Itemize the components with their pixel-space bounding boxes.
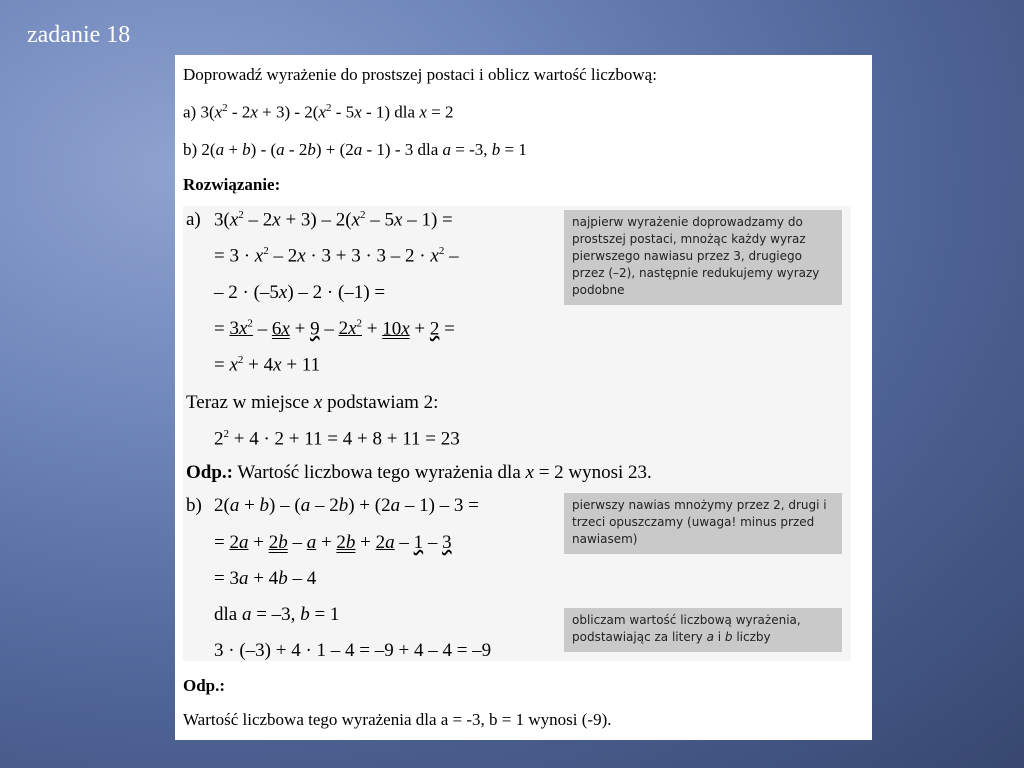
solution-b-line-3: = 3a + 4b – 4 <box>214 568 317 589</box>
document-page <box>175 55 872 740</box>
answer-a-label: Odp.: <box>186 462 233 483</box>
solution-a-label: a) <box>186 209 201 230</box>
solution-b-label: b) <box>186 495 202 516</box>
task-instruction: Doprowadź wyrażenie do prostszej postaci i oblicz wartość liczbową: <box>183 65 657 84</box>
calculation-a: $2^2 + 4 \cdot 2 + 11 = 4 + 8 + 11 = 23$ <box>214 428 460 450</box>
solution-b-line-4: dla a = –3, b = 1 <box>214 604 340 625</box>
note-a: najpierw wyrażenie doprowadzamy do prostszej postaci, mnożąc każdy wyraz pierwszego nawiasu przez 3, drugiego przez (–2), następnie redukujemy wyrazy podobne <box>564 210 842 305</box>
solution-a-line-5: = $x^2 + 4x + 11$ <box>214 354 321 376</box>
solution-a-line-1: $3(x^2 - 2x + 3) - 2(x^2 - 5x - 1)$ = <box>214 209 453 231</box>
solution-a-line-4: = $3x^2 - 6x + 9 - 2x^2 + 10x + 2$ = <box>214 318 455 340</box>
answer-a: Odp.: Wartość liczbowa tego wyrażenia dla x = 2 wynosi 23. <box>186 462 652 483</box>
note-b2: obliczam wartość liczbową wyrażenia, podstawiając za litery a i b liczby <box>564 608 842 652</box>
task-b: b) 2(a + b) - (a - 2b) + (2a - 1) - 3 dla a = -3, b = 1 <box>183 140 527 159</box>
note-b1: pierwszy nawias mnożymy przez 2, drugi i trzeci opuszczamy (uwaga! minus przed nawiasem) <box>564 493 842 554</box>
slide-title: zadanie 18 <box>27 22 131 48</box>
final-answer-text: Wartość liczbowa tego wyrażenia dla a = -3, b = 1 wynosi (-9). <box>183 710 612 729</box>
solution-heading: Rozwiązanie: <box>183 175 281 194</box>
task-a: a) $3(x^2 - 2x + 3) - 2(x^2 - 5x - 1)$ dla x = 2 <box>183 102 454 122</box>
solution-a-line-3: – 2 · (–5x) – 2 · (–1) = <box>214 282 386 303</box>
final-answer-label: Odp.: <box>183 676 226 695</box>
solution-a-line-2: = $3 \cdot x^2 - 2x \cdot 3 + 3 \cdot 3 - 2 \cdot x^2$ – <box>214 245 459 267</box>
solution-b-line-1: 2(a + b) – (a – 2b) + (2a – 1) – 3 = <box>214 495 479 516</box>
solution-b-line-5: 3 · (–3) + 4 · 1 – 4 = –9 + 4 – 4 = –9 <box>214 640 492 661</box>
substitution-text: Teraz w miejsce x podstawiam 2: <box>186 392 439 413</box>
solution-scan <box>183 206 851 661</box>
solution-b-line-2: = 2a + 2b – a + 2b + 2a – 1 – 3 <box>214 532 452 553</box>
